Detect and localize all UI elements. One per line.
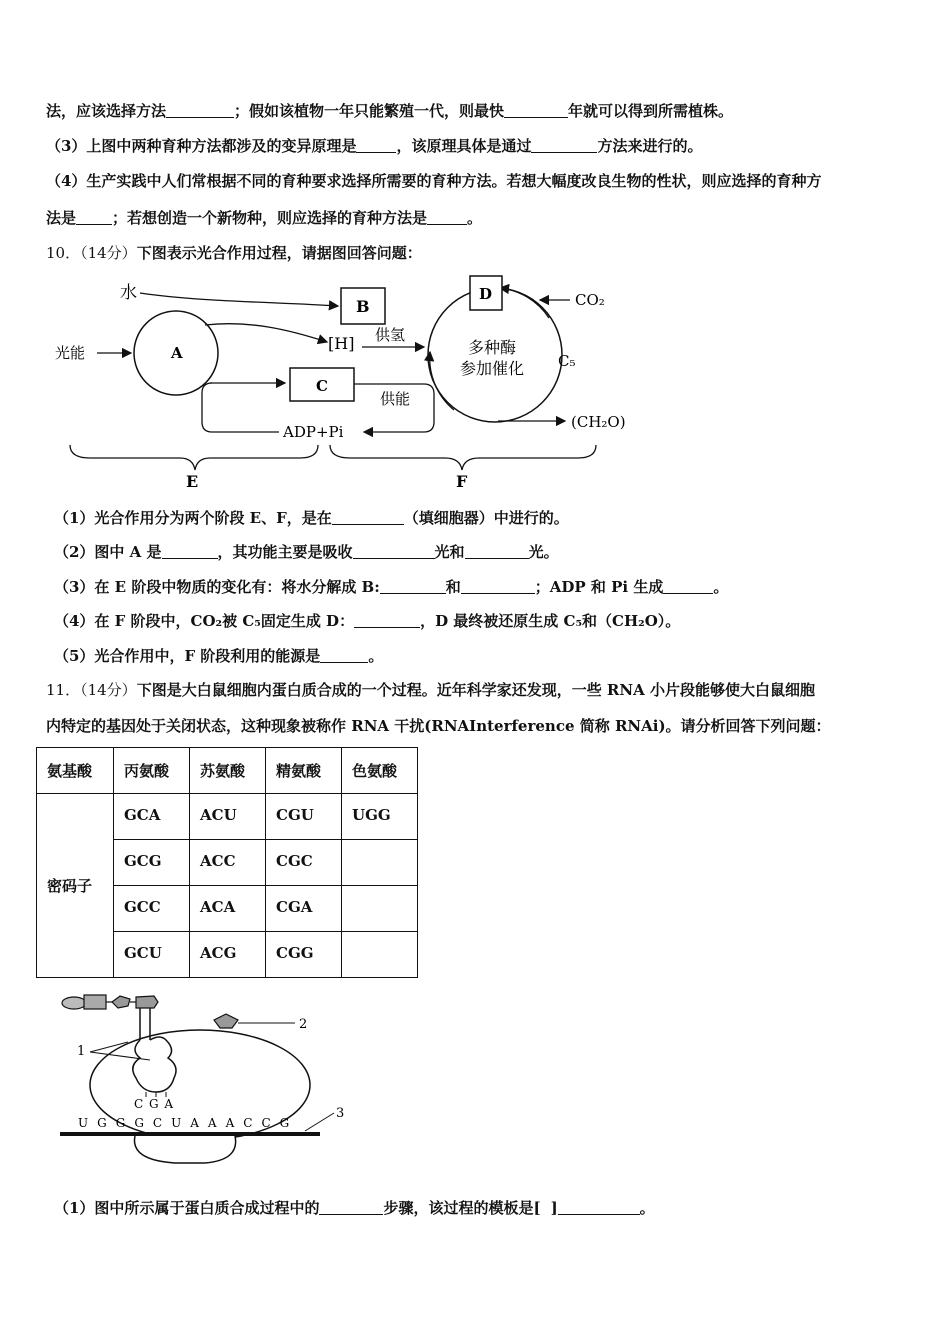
table-header-cell: 丙氨酸 bbox=[114, 748, 190, 794]
adp-label: ADP+Pi bbox=[283, 423, 344, 441]
table-cell: GCA bbox=[114, 794, 190, 840]
cycle-arrow-left bbox=[430, 352, 454, 410]
brace-f bbox=[330, 445, 596, 470]
answer-blank bbox=[663, 579, 713, 594]
q10-sub3: （3）在 E 阶段中物质的变化有：将水分解成 B: 和 ；ADP 和 Pi 生成 。 bbox=[54, 578, 729, 596]
answer-blank bbox=[427, 210, 467, 225]
table-cell: UGG bbox=[342, 794, 418, 840]
question-11-line2: 内特定的基因处于关闭状态，这种现象被称作 RNA 干扰(RNAInterference 简称 RNAi)。请分析回答下列问题： bbox=[46, 717, 831, 735]
table-cell: ACU bbox=[190, 794, 266, 840]
q11-sub1: （1）图中所示属于蛋白质合成过程中的 步骤，该过程的模板是[ ] 。 bbox=[54, 1199, 655, 1217]
label-c: C bbox=[316, 377, 328, 395]
table-header-row bbox=[37, 748, 418, 794]
answer-blank bbox=[504, 103, 568, 118]
table-cell: ACA bbox=[190, 886, 266, 932]
cycle-arrow-top bbox=[500, 288, 549, 318]
table-header-cell: 色氨酸 bbox=[342, 748, 418, 794]
table-cell: CGA bbox=[266, 886, 342, 932]
amino-acid-bead bbox=[62, 997, 86, 1009]
table-cell: CGU bbox=[266, 794, 342, 840]
amino-acid-bead bbox=[84, 995, 106, 1009]
adp-return-line bbox=[202, 383, 279, 432]
answer-blank bbox=[162, 544, 218, 559]
ch2o-label: (CH₂O) bbox=[571, 413, 626, 431]
text-line-1: 法，应该选择方法 ；假如该植物一年只能繁殖一代，则最快 年就可以得到所需植株。 bbox=[46, 102, 734, 120]
photosynthesis-diagram bbox=[40, 270, 660, 495]
table-cell: CGC bbox=[266, 840, 342, 886]
label-3-leader bbox=[305, 1113, 334, 1131]
table-cell: GCC bbox=[114, 886, 190, 932]
table-cell bbox=[342, 840, 418, 886]
table-row bbox=[37, 794, 418, 840]
table-cell: GCG bbox=[114, 840, 190, 886]
table-header-cell: 精氨酸 bbox=[266, 748, 342, 794]
answer-blank bbox=[354, 613, 420, 628]
translation-diagram bbox=[40, 990, 370, 1170]
answer-blank bbox=[320, 648, 368, 663]
table-cell bbox=[342, 932, 418, 978]
q10-sub2: （2）图中 A 是 ，其功能主要是吸收 光和 光。 bbox=[54, 543, 559, 561]
trna bbox=[133, 1037, 176, 1092]
row-label-cell: 密码子 bbox=[37, 794, 114, 978]
label-2: 2 bbox=[299, 1017, 308, 1032]
table-cell: GCU bbox=[114, 932, 190, 978]
label-h: [H] bbox=[328, 334, 355, 353]
table-cell bbox=[342, 886, 418, 932]
water-to-h-arrow bbox=[205, 324, 327, 342]
label-a: A bbox=[171, 344, 183, 362]
answer-blank bbox=[356, 138, 396, 153]
amino-acid-bead bbox=[112, 996, 130, 1008]
free-amino-acid bbox=[214, 1014, 238, 1028]
text-line-2: （3）上图中两种育种方法都涉及的变异原理是 ，该原理具体是通过 方法来进行的。 bbox=[46, 137, 703, 155]
answer-blank bbox=[76, 210, 112, 225]
text-line-4: 法是 ；若想创造一个新物种，则应选择的育种方法是 。 bbox=[46, 209, 483, 227]
anticodon-label: C G A bbox=[134, 1097, 175, 1111]
answer-blank bbox=[380, 579, 446, 594]
label-e: E bbox=[186, 472, 199, 491]
answer-blank bbox=[319, 1200, 383, 1215]
c5-label: C₅ bbox=[558, 352, 576, 370]
q10-sub1: （1）光合作用分为两个阶段 E、F，是在 （填细胞器）中进行的。 bbox=[54, 509, 569, 527]
answer-blank bbox=[531, 138, 597, 153]
mrna-sequence: U G G G C U A A A C C G bbox=[78, 1116, 292, 1130]
table-cell: ACG bbox=[190, 932, 266, 978]
q10-sub4: （4）在 F 阶段中，CO₂被 C₅固定生成 D： ，D 最终被还原生成 C₅和（CH₂O）。 bbox=[54, 612, 681, 630]
table-header-cell: 苏氨酸 bbox=[190, 748, 266, 794]
water-label: 水 bbox=[120, 283, 137, 303]
label-1-leader bbox=[90, 1042, 128, 1052]
water-to-b-arrow bbox=[140, 293, 338, 306]
answer-blank bbox=[558, 1200, 640, 1215]
text-line-3: （4）生产实践中人们常根据不同的育种要求选择所需要的育种方法。若想大幅度改良生物的性状，则应选择的育种方 bbox=[46, 172, 822, 190]
table-cell: CGG bbox=[266, 932, 342, 978]
brace-e bbox=[70, 445, 318, 470]
label-3: 3 bbox=[336, 1106, 345, 1121]
label-1: 1 bbox=[77, 1044, 86, 1059]
enzyme-label-2: 参加催化 bbox=[460, 359, 525, 378]
table-header-cell: 氨基酸 bbox=[37, 748, 114, 794]
label-d: D bbox=[479, 285, 493, 303]
table-cell: ACC bbox=[190, 840, 266, 886]
question-11-title: 11．（14分）下图是大白鼠细胞内蛋白质合成的一个过程。近年科学家还发现，一些 RNA 小片段能够使大白鼠细胞 bbox=[46, 681, 815, 699]
answer-blank bbox=[465, 544, 529, 559]
light-label: 光能 bbox=[55, 344, 86, 362]
codon-table bbox=[36, 747, 418, 978]
answer-blank bbox=[166, 103, 234, 118]
enzyme-label-1: 多种酶 bbox=[468, 338, 517, 357]
label-f: F bbox=[456, 472, 468, 491]
ribosome-small-subunit bbox=[135, 1136, 236, 1163]
co2-label: CO₂ bbox=[575, 291, 605, 309]
amino-acid-bead bbox=[136, 996, 158, 1008]
supply-h-label: 供氢 bbox=[375, 326, 406, 344]
answer-blank bbox=[332, 510, 404, 525]
label-b: B bbox=[356, 297, 370, 316]
answer-blank bbox=[461, 579, 535, 594]
supply-energy-label: 供能 bbox=[380, 390, 411, 408]
question-10-title: 10．（14分）下图表示光合作用过程，请据图回答问题： bbox=[46, 244, 422, 262]
q10-sub5: （5）光合作用中，F 阶段利用的能源是 。 bbox=[54, 647, 384, 665]
answer-blank bbox=[353, 544, 435, 559]
